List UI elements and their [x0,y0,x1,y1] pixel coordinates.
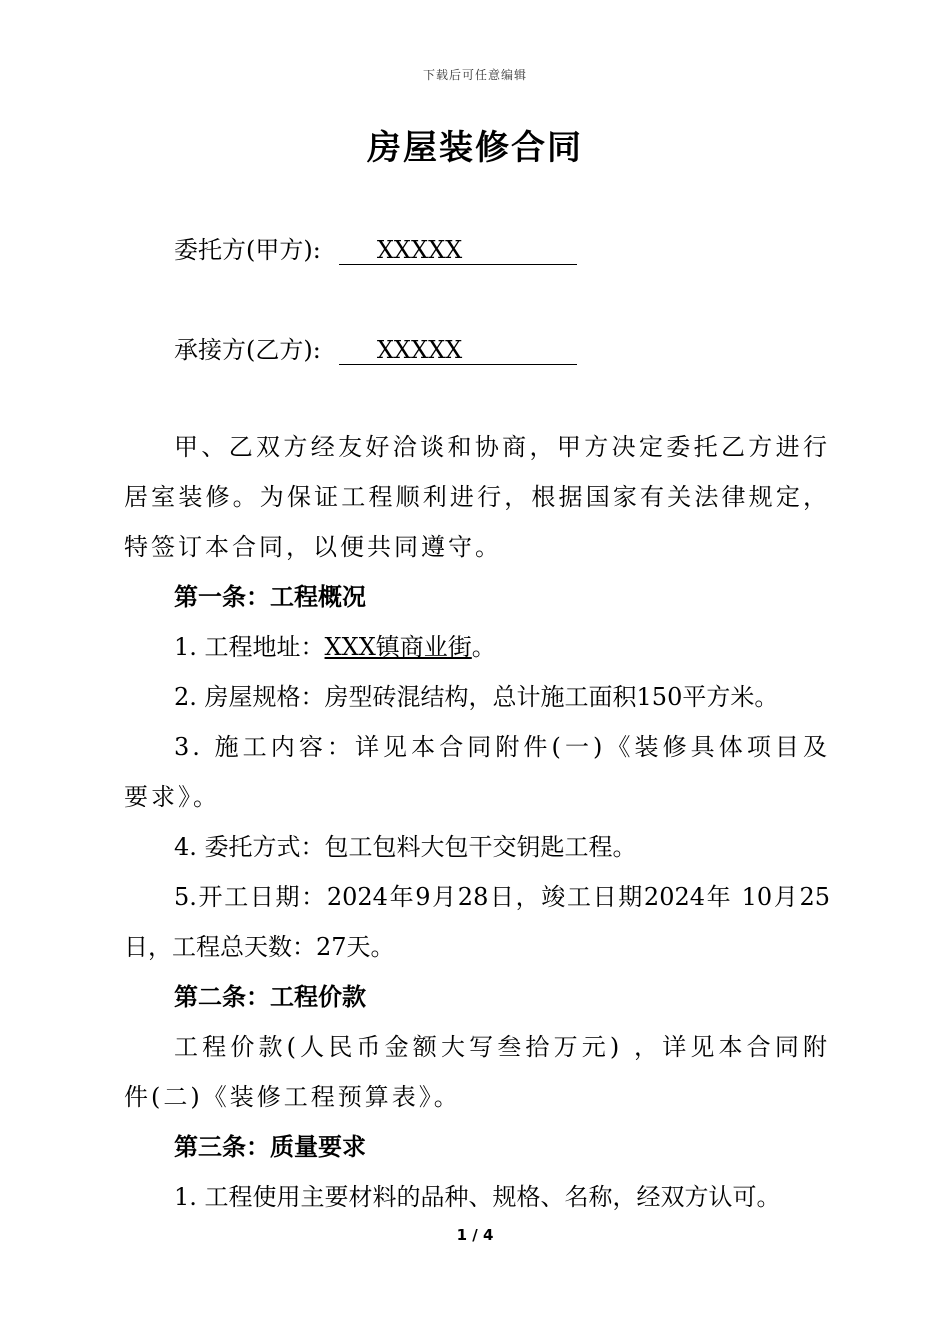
article-3-heading: 第三条：质量要求 [174,1132,366,1161]
article-3-item-1: 1. 工程使用主要材料的品种、规格、名称，经双方认可。 [174,1183,781,1211]
party-b-label: 承接方(乙方): [174,336,321,364]
party-a-label: 委托方(甲方): [174,236,321,264]
article-1-heading: 第一条：工程概况 [174,582,366,611]
contract-body [124,422,830,1222]
item-1-prefix: 1. 工程地址： [174,633,325,661]
item-1-suffix: 。 [471,633,496,661]
document-title: 房屋装修合同 [367,128,583,168]
intro-paragraph: 甲、乙双方经友好洽谈和协商，甲方决定委托乙方进行居室装修。为保证工程顺利进行，根据国家有关法律规定，特签订本合同，以便共同遵守。 [124,433,830,561]
party-a-value: XXXXX [339,236,577,265]
article-1-item-5: 5.开工日期：2024年9月28日，竣工日期2024年 10月25日，工程总天数：27天。 [124,883,830,961]
party-a-line [174,230,577,265]
party-b-value: XXXXX [339,336,577,365]
article-1-item-2: 2. 房屋规格：房型砖混结构，总计施工面积150平方米。 [174,683,779,711]
article-1-item-4: 4. 委托方式：包工包料大包干交钥匙工程。 [174,833,637,861]
header-note: 下载后可任意编辑 [422,68,527,82]
project-address: XXX镇商业街 [324,633,472,661]
party-b-line [174,330,577,365]
article-1-item-3: 3. 施工内容：详见本合同附件(一)《装修具体项目及要求》。 [124,733,830,811]
article-2-heading: 第二条：工程价款 [174,982,366,1011]
page-indicator: 1 / 4 [456,1226,494,1244]
article-2-text: 工程价款(人民币金额大写叁拾万元) ，详见本合同附件(二)《装修工程预算表》。 [124,1033,830,1111]
article-1-item-1 [124,622,830,672]
